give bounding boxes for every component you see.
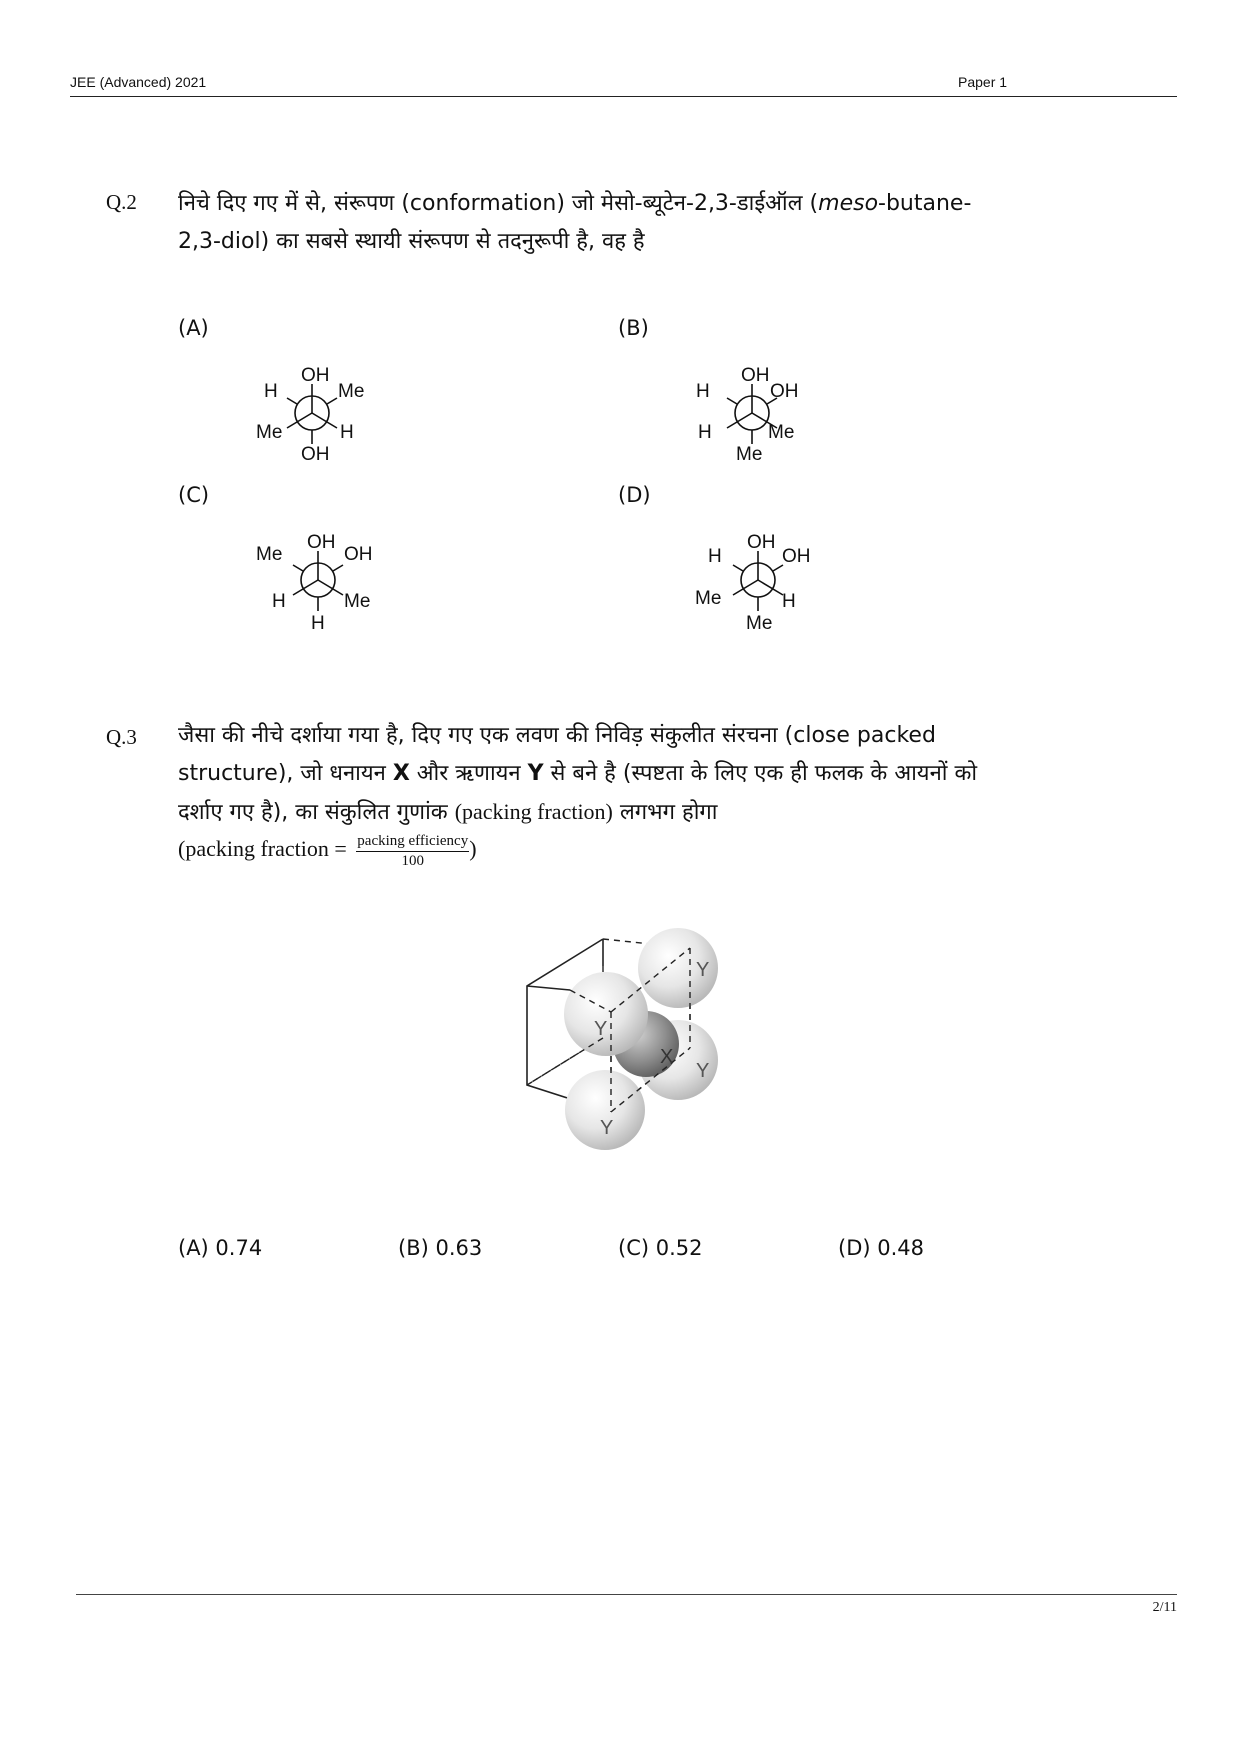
newman-d-ul: H [708,546,722,567]
q2-line2: 2,3-diol) का सबसे स्थायी संरूपण से तदनुरूपी है, वह है [178,229,645,254]
newman-a-ur: Me [338,381,365,402]
q2-newman-b[interactable] [690,358,820,468]
header-paper-label: Paper 1 [958,74,1008,90]
q2-newman-d[interactable] [690,525,820,635]
q3-option-d[interactable]: (D) 0.48 [838,1236,924,1260]
newman-d-ll: Me [695,588,722,609]
q3-formula: (packing fraction = $\frac{\text{packing efficiency}}{100}$ ) [178,833,477,869]
newman-c-ur: OH [344,544,373,565]
q2-option-c-label[interactable]: (C) [178,483,210,507]
q3-unit-cell-figure [520,920,750,1160]
newman-c-ul: Me [256,544,283,565]
newman-d-lr: H [782,591,796,612]
header-rule [70,96,1177,97]
q3-option-b[interactable]: (B) 0.63 [398,1236,483,1260]
newman-a-lr: H [340,422,354,443]
q3-line2: structure), जो धनायन X और ऋणायन Y से बने है (स्पष्टता के लिए एक ही फलक के आयनों को [178,761,978,786]
q3-label-y4: Y [600,1117,614,1139]
newman-c-lr: Me [344,591,371,612]
q2-option-d-label[interactable]: (D) [618,483,651,507]
newman-b-bot: Me [736,444,763,465]
newman-c-ll: H [272,591,286,612]
q3-label-y1: Y [696,959,710,981]
newman-b-lr: Me [768,422,795,443]
newman-b-ul: H [696,381,710,402]
q2-text [178,185,1138,261]
q2-option-b-label[interactable]: (B) [618,316,649,340]
q3-sphere-y-front [564,972,648,1056]
q2-newman-a[interactable] [250,358,380,468]
q2-newman-c[interactable] [250,525,380,635]
newman-a-top: OH [301,365,330,386]
newman-a-ll: Me [256,422,283,443]
q3-line1: जैसा की नीचे दर्शाया गया है, दिए गए एक लवण की निविड़ संकुलीत संरचना (close packed [178,723,936,748]
newman-a-ul: H [264,381,278,402]
q3-label-y2: Y [594,1018,608,1040]
newman-a-bot: OH [301,444,330,465]
header-exam-title: JEE (Advanced) 2021 [70,74,207,90]
footer-rule [76,1594,1177,1595]
newman-c-bot: H [311,613,325,634]
newman-d-bot: Me [746,613,773,634]
q3-number: Q.3 [106,725,137,749]
q3-option-a[interactable]: (A) 0.74 [178,1236,263,1260]
q3-text [178,717,1178,832]
q2-number: Q.2 [106,190,137,214]
q3-option-c[interactable]: (C) 0.52 [618,1236,703,1260]
q2-line1: निचे दिए गए में से, संरूपण (conformation) जो मेसो-ब्यूटेन-2,3-डाईऑल (meso-butane- [178,191,972,216]
q2-option-a-label[interactable]: (A) [178,316,209,340]
q3-label-y3: Y [696,1060,710,1082]
newman-d-ur: OH [782,546,811,567]
newman-c-top: OH [307,532,336,553]
newman-d-top: OH [747,532,776,553]
newman-b-ur: OH [770,381,799,402]
page-number: 2/11 [1152,1600,1177,1615]
q3-label-x: X [660,1046,674,1068]
newman-b-ll: H [698,422,712,443]
q3-line3: दर्शाए गए है), का संकुलित गुणांक (packing fraction) लगभग होगा [178,799,718,825]
q3-formula-fraction: $\frac{\text{packing efficiency}}{100}$ [357,833,469,869]
newman-b-top: OH [741,365,770,386]
